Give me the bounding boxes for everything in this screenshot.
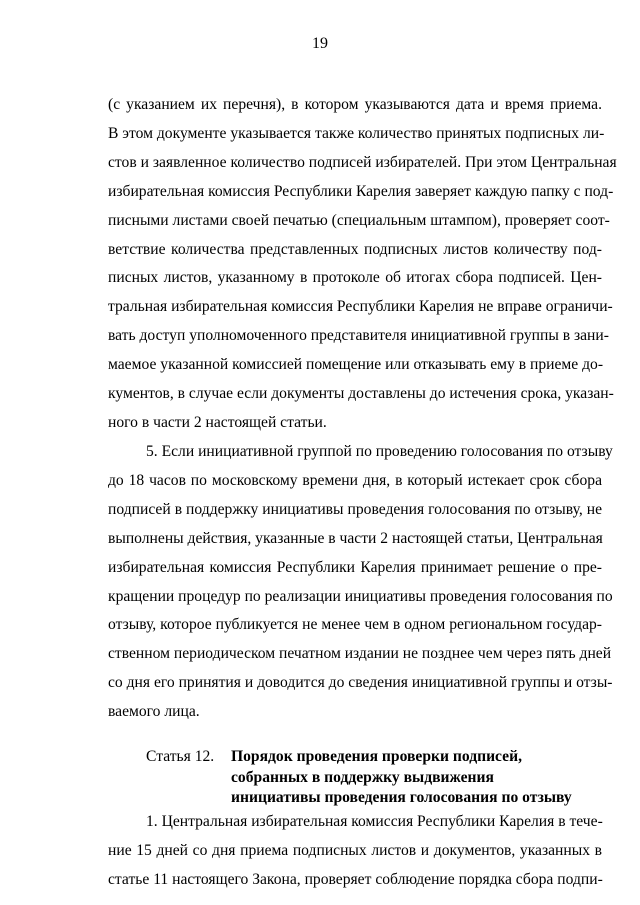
text-line: ного в части 2 настоящей статьи. <box>108 414 327 431</box>
text-line: ственном периодическом печатном издании не позднее чем через пять дней <box>108 645 612 662</box>
text-line: выполнены действия, указанные в части 2 настоящей статьи, Центральная <box>108 530 603 547</box>
text-line: ние 15 дней со дня приема подписных листов и документов, указанных в <box>108 842 602 859</box>
text-line: избирательная комиссия Республики Карелия принимает решение о пре- <box>108 559 602 576</box>
article-title-line: Порядок проведения проверки подписей, <box>231 748 522 765</box>
article-label: Статья 12. <box>146 748 215 765</box>
text-line: маемое указанной комиссией помещение или отказывать ему в приеме до- <box>108 356 604 373</box>
text-line: кументов, в случае если документы доставлены до истечения срока, указан- <box>108 385 614 402</box>
text-line: статье 11 настоящего Закона, проверяет соблюдение порядка сбора подпи- <box>108 871 603 888</box>
text-line: (с указанием их перечня), в котором указываются дата и время приема. <box>108 96 602 113</box>
article-title-line: инициативы проведения голосования по отзыву <box>231 789 572 806</box>
page-number: 19 <box>312 35 328 52</box>
text-line: ветствие количества представленных подписных листов количеству под- <box>108 241 602 258</box>
text-line: В этом документе указывается также количество принятых подписных ли- <box>108 125 605 142</box>
text-line: подписей в поддержку инициативы проведения голосования по отзыву, не <box>108 501 602 518</box>
text-line: тральная избирательная комиссия Республики Карелия не вправе ограничи- <box>108 298 613 315</box>
text-line: писными листами своей печатью (специальным штампом), проверяет соот- <box>108 212 610 229</box>
text-line: писных листов, указанному в протоколе об итогах сбора подписей. Цен- <box>108 269 602 286</box>
text-line: вать доступ уполномоченного представителя инициативной группы в зани- <box>108 327 609 344</box>
text-line: 1. Центральная избирательная комиссия Республики Карелия в тече- <box>146 813 603 830</box>
text-line: со дня его принятия и доводится до сведения инициативной группы и отзы- <box>108 674 613 691</box>
text-line: стов и заявленное количество подписей избирателей. При этом Центральная <box>108 154 617 171</box>
text-line: избирательная комиссия Республики Карелия заверяет каждую папку с под- <box>108 183 614 200</box>
text-line: кращении процедур по реализации инициативы проведения голосования по <box>108 588 613 605</box>
text-line: до 18 часов по московскому времени дня, в который истекает срок сбора <box>108 472 602 489</box>
article-title-line: собранных в поддержку выдвижения <box>231 769 494 786</box>
text-line: ваемого лица. <box>108 703 200 720</box>
text-line: отзыву, которое публикуется не менее чем в одном региональном государ- <box>108 616 602 633</box>
text-line: 5. Если инициативной группой по проведению голосования по отзыву <box>146 443 613 460</box>
